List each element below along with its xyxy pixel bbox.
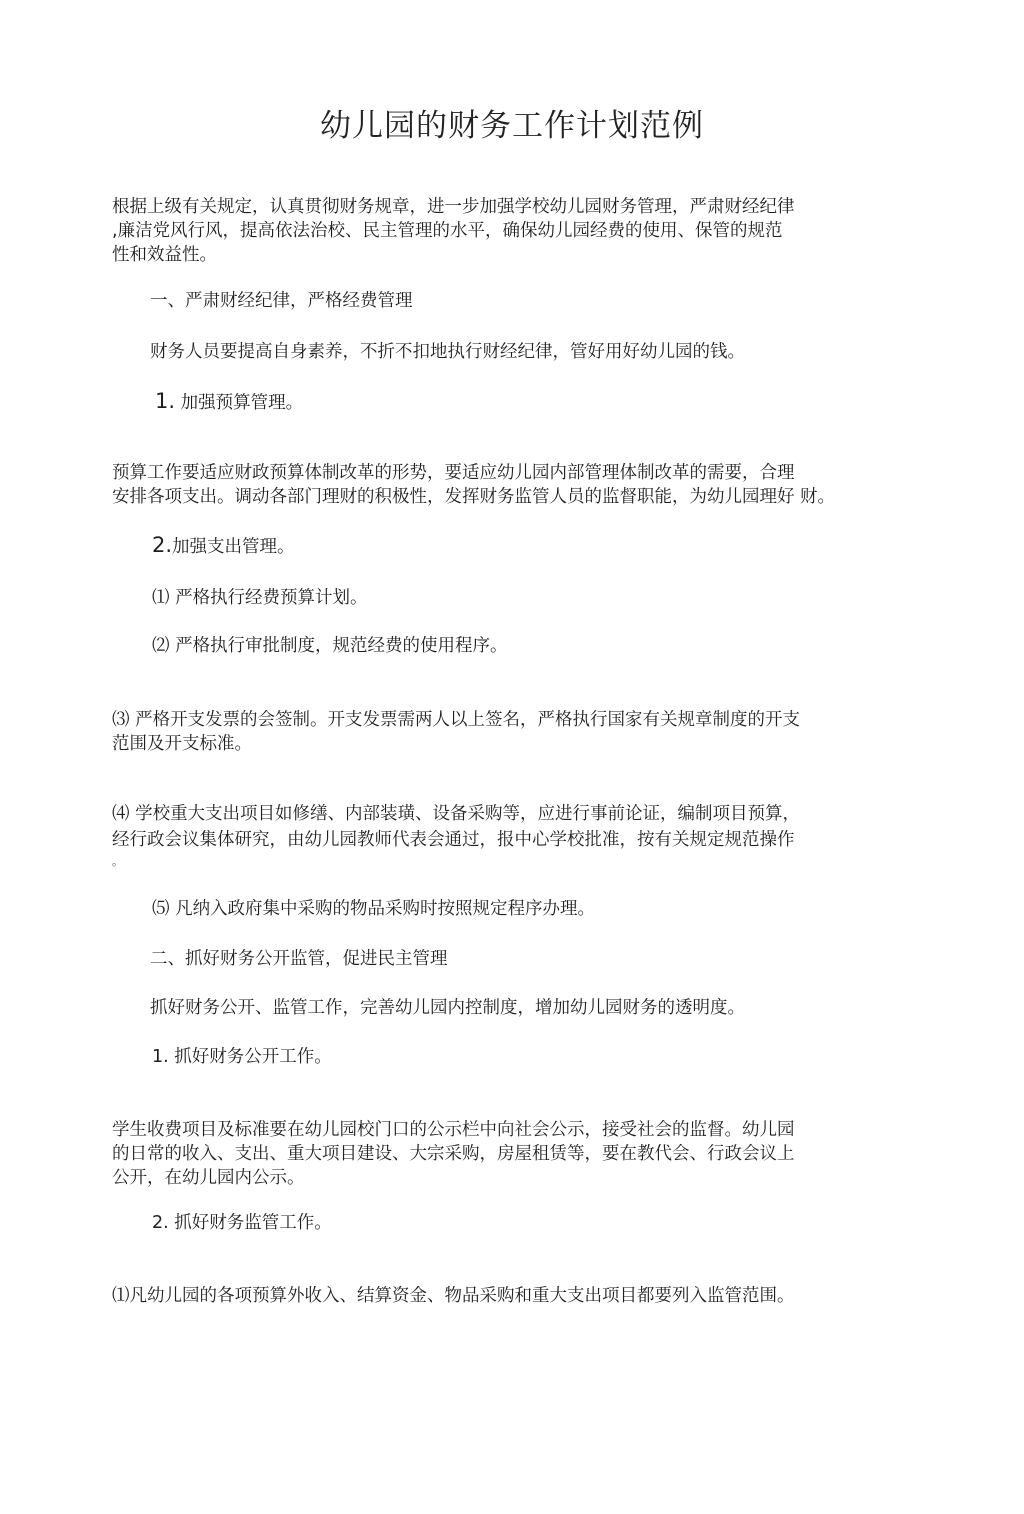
body-line: 的日常的收入、支出、重大项目建设、大宗采购，房屋租赁等，要在教代会、行政会议上 (112, 1144, 795, 1164)
intro-line: ,廉洁党风行风，提高依法治校、民主管理的水平，确保幼儿园经费的使用、保管的规范 (112, 221, 783, 241)
body-line: 预算工作要适应财政预算体制改革的形势，要适应幼儿园内部管理体制改革的需要，合理 (112, 463, 795, 483)
item-label: 加强支出管理。 (172, 537, 295, 557)
section2-item1-heading: 1. 抓好财务公开工作。 (152, 1047, 332, 1067)
section1-heading: 一、严肃财经纪律，严格经费管理 (150, 291, 413, 311)
document-title: 幼儿园的财务工作计划范例 (320, 108, 704, 144)
section2-item1-body (112, 1118, 795, 1190)
section1-summary: 财务人员要提高自身素养，不折不扣地执行财经纪律，管好用好幼儿园的钱。 (150, 342, 745, 362)
item-label: 加强预算管理。 (180, 393, 304, 413)
item-number: 1. (155, 389, 176, 413)
section1-item2-heading (152, 533, 295, 559)
body-line: ⑷ 学校重大支出项目如修缮、内部装璜、设备采购等，应进行事前论证，编制项目预算， (112, 804, 801, 824)
body-line: 公开，在幼儿园内公示。 (112, 1168, 305, 1188)
subitem-4 (112, 801, 800, 871)
section2-item2-heading: 2. 抓好财务监管工作。 (152, 1213, 332, 1233)
body-line: 学生收费项目及标准要在幼儿园校门口的公示栏中向社会公示，接受社会的监督。幼儿园 (112, 1120, 795, 1140)
section1-item1-heading (155, 389, 303, 415)
intro-line: 根据上级有关规定，认真贯彻财务规章，进一步加强学校幼儿园财务管理，严肃财经纪律 (112, 197, 795, 217)
subitem-2: ⑵ 严格执行审批制度，规范经费的使用程序。 (152, 636, 508, 656)
subitem-1: ⑴ 严格执行经费预算计划。 (152, 588, 368, 608)
body-line: 安排各项支出。调动各部门理财的积极性，发挥财务监管人员的监督职能，为幼儿园理好 财。 (112, 487, 836, 507)
intro-paragraph (112, 195, 795, 267)
section1-item1-body (112, 461, 835, 509)
intro-line: 性和效益性。 (112, 245, 217, 265)
body-line: 经行政会议集体研究，由幼儿园教师代表会通过，报中心学校批准，按有关规定规范操作 (112, 830, 795, 850)
body-line: ⑶ 严格开支发票的会签制。开支发票需两人以上签名，严格执行国家有关规章制度的开支 (112, 710, 801, 730)
body-line: 。 (112, 855, 123, 868)
section2-summary: 抓好财务公开、监管工作，完善幼儿园内控制度，增加幼儿园财务的透明度。 (150, 998, 745, 1018)
section2-subitem-1: ⑴凡幼儿园的各项预算外收入、结算资金、物品采购和重大支出项目都要列入监管范围。 (112, 1286, 795, 1306)
body-line: 范围及开支标准。 (112, 734, 252, 754)
subitem-5: ⑸ 凡纳入政府集中采购的物品采购时按照规定程序办理。 (152, 899, 596, 919)
item-number: 2. (152, 533, 173, 557)
section2-heading: 二、抓好财务公开监管，促进民主管理 (150, 949, 448, 969)
subitem-3 (112, 708, 800, 756)
